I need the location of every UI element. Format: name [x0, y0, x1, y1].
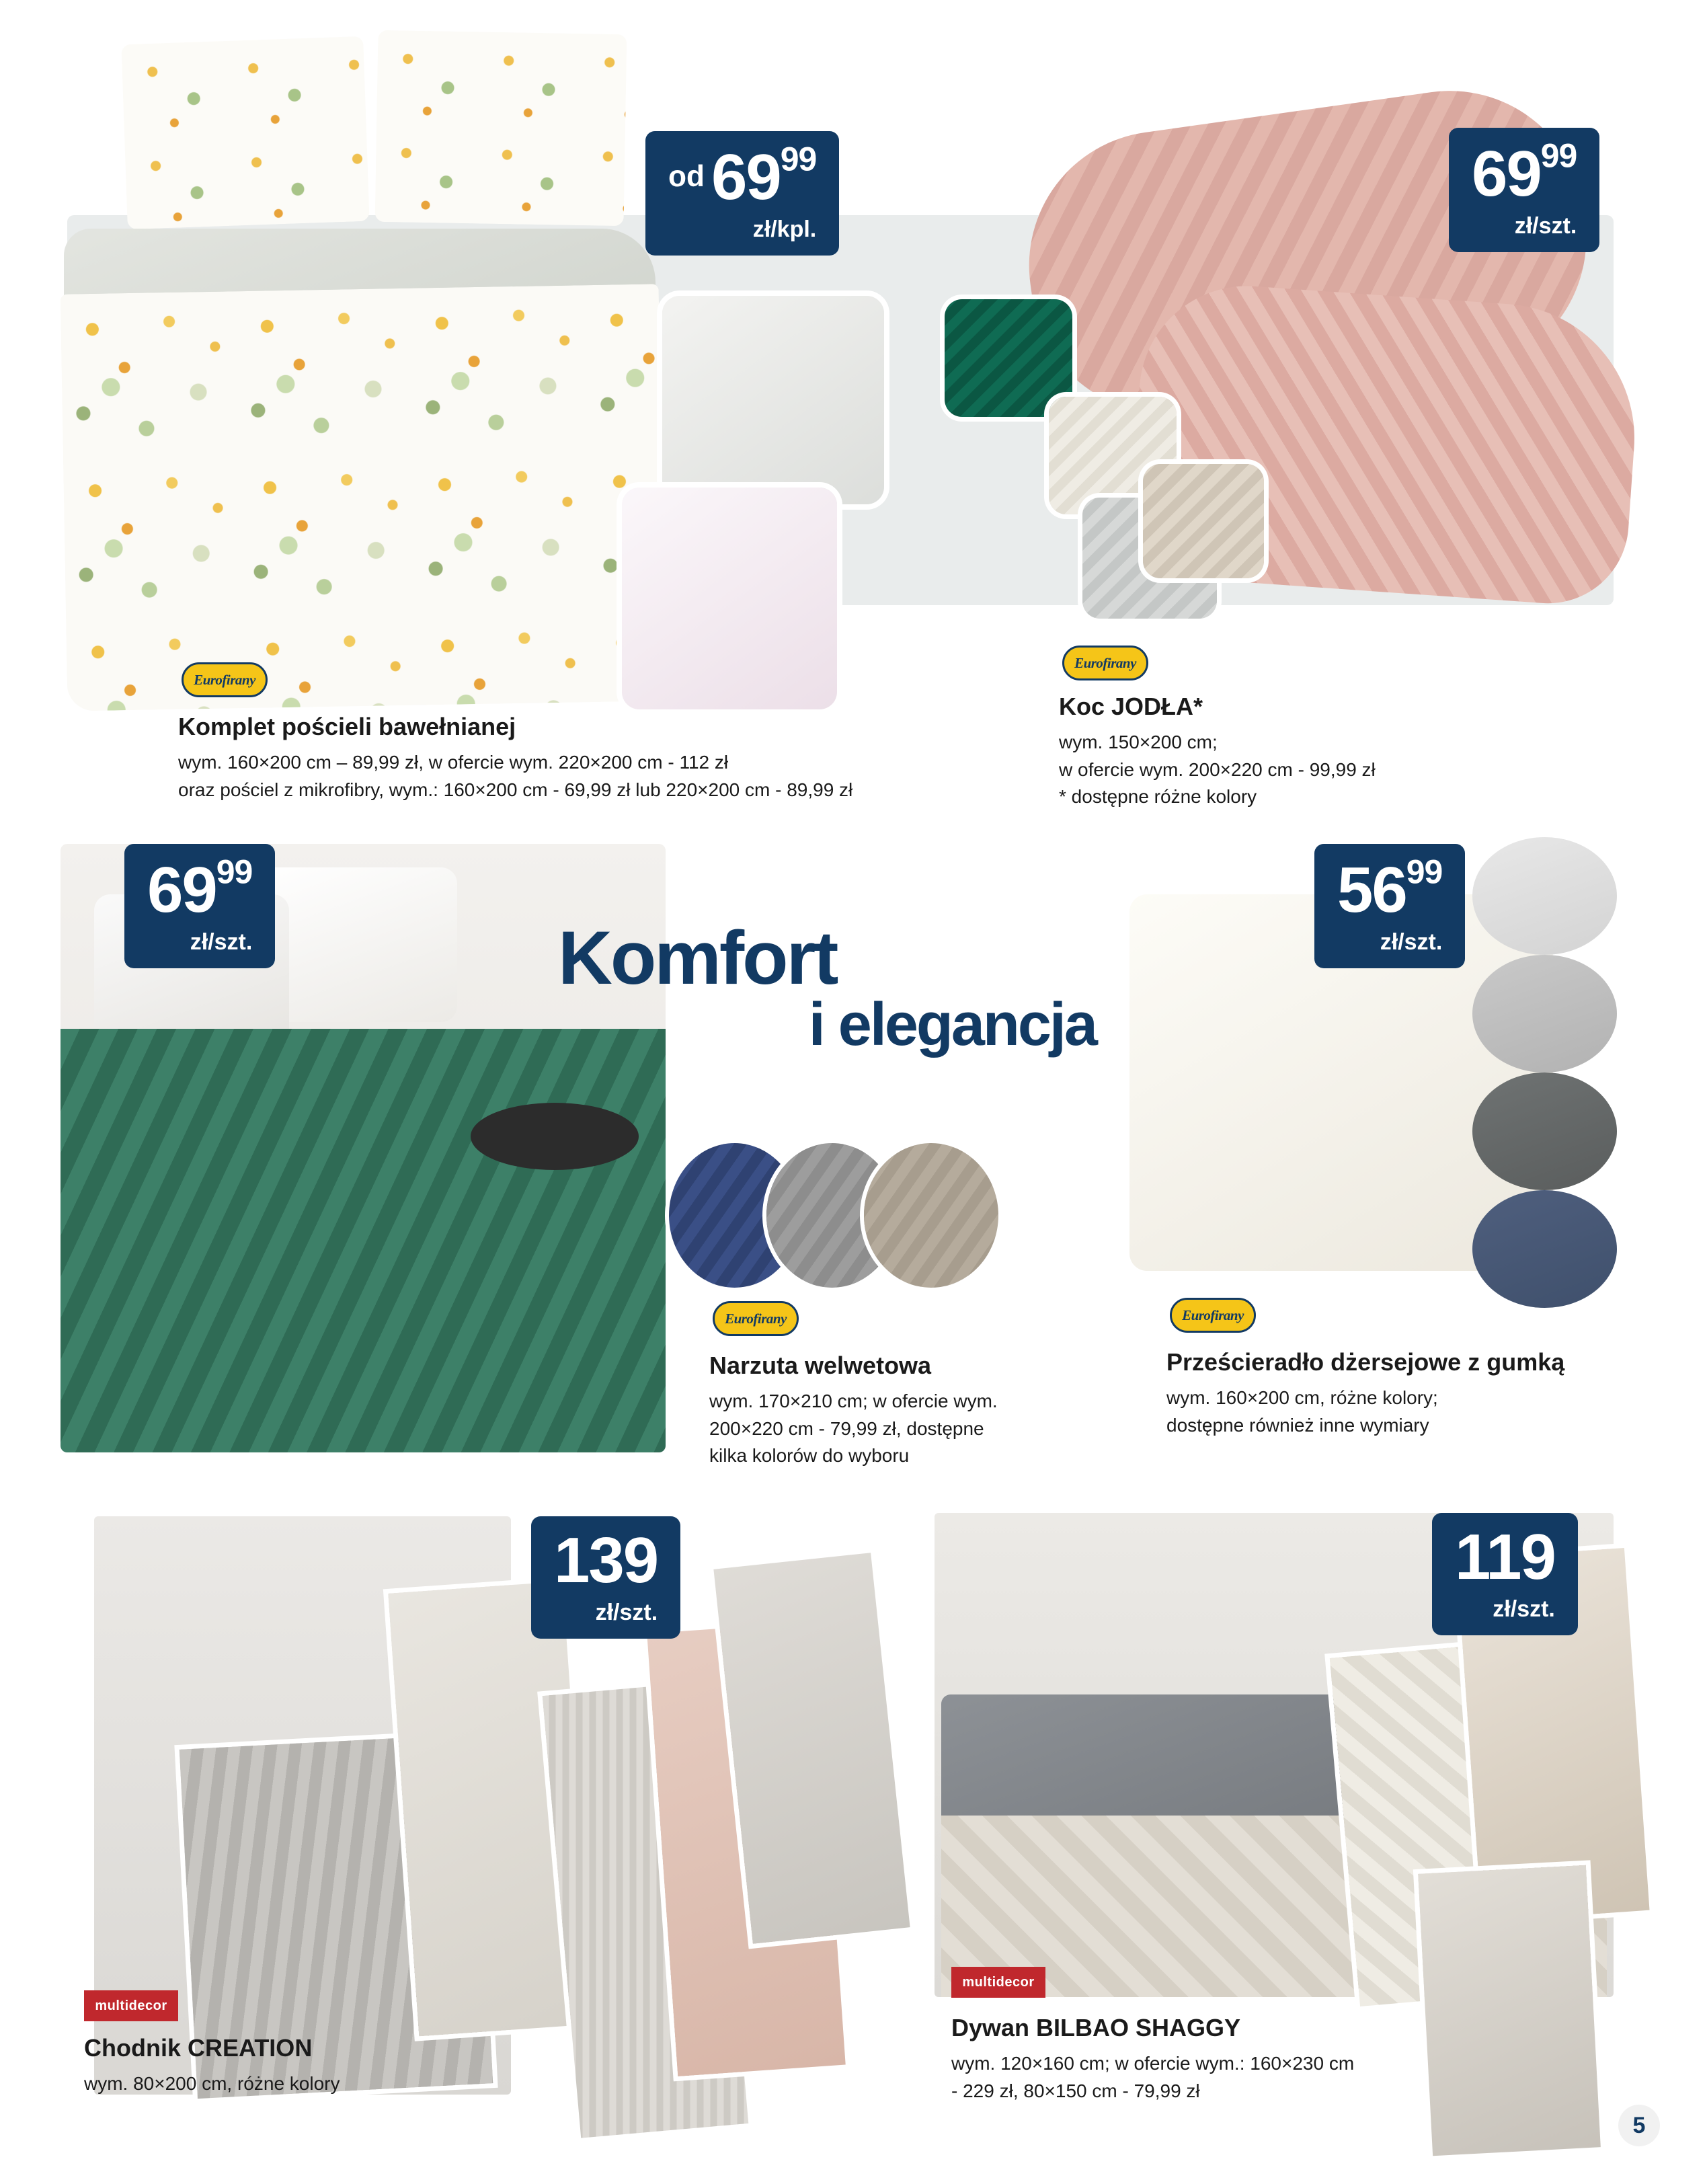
price-main: 139 — [554, 1524, 658, 1596]
photo-swatch-floral — [622, 488, 837, 709]
brand-label: multidecor — [95, 1998, 167, 2013]
product-title: Prześcieradło dżersejowe z gumką — [1166, 1348, 1565, 1376]
price-unit: zł/szt. — [190, 929, 253, 956]
product-desc-3: kilka kolorów do wyboru — [709, 1445, 910, 1467]
price-badge-przescieradlo — [1314, 844, 1465, 968]
brand-label: multidecor — [962, 1974, 1035, 1990]
price-badge-chodnik — [531, 1516, 680, 1639]
price-badge-dywan-bilbao — [1432, 1513, 1578, 1635]
photo-color-grey — [1472, 955, 1617, 1072]
product-desc-3: * dostępne różne kolory — [1059, 786, 1257, 808]
photo-color-navy — [1472, 1190, 1617, 1308]
price-main: 69 — [1472, 138, 1541, 210]
photo-pillow-right — [375, 30, 627, 226]
price-main: 69 — [711, 141, 781, 214]
price-cents: 99 — [1540, 137, 1577, 175]
product-title: Komplet pościeli bawełnianej — [178, 713, 516, 740]
brand-logo-multidecor-2 — [951, 1967, 1045, 1998]
product-desc-2: w ofercie wym. 200×220 cm - 99,99 zł — [1059, 758, 1376, 780]
page-headline — [558, 916, 1096, 1058]
photo-duvet-floral — [61, 284, 666, 711]
price-unit: zł/szt. — [1380, 929, 1443, 956]
price-unit: zł/szt. — [1514, 213, 1577, 239]
brand-logo-multidecor-1 — [84, 1990, 178, 2021]
product-przescieradlo-dzersejowe — [1166, 1348, 1677, 1439]
product-title: Dywan BILBAO SHAGGY — [951, 2014, 1241, 2041]
headline-line-1: Komfort — [558, 916, 837, 1000]
price-cents: 99 — [780, 141, 817, 178]
photo-swatch-taupe — [864, 1143, 998, 1288]
headline-line-2: i elegancja — [808, 990, 1096, 1058]
photo-swatch-beige — [1143, 464, 1264, 578]
photo-swatch-fern — [662, 296, 884, 504]
product-desc-1: wym. 150×200 cm; — [1059, 732, 1218, 752]
photo-pillow-left — [121, 36, 369, 229]
price-main: 56 — [1337, 854, 1406, 927]
product-dywan-bilbao-shaggy — [951, 2014, 1624, 2105]
photo-side-table — [471, 1103, 639, 1170]
brand-logo-eurofirany-3 — [713, 1301, 799, 1336]
product-desc-1: wym. 120×160 cm; w ofercie wym.: 160×230 cm — [951, 2053, 1355, 2074]
price-main: 119 — [1455, 1521, 1555, 1593]
price-badge-koc-jodla — [1449, 128, 1599, 252]
product-title: Narzuta welwetowa — [709, 1352, 932, 1379]
price-cents: 99 — [1406, 853, 1443, 891]
photo-swatch-green — [945, 299, 1072, 417]
photo-color-dark-grey — [1472, 1072, 1617, 1190]
product-narzuta-welwetowa — [709, 1352, 1126, 1470]
product-title: Koc JODŁA* — [1059, 693, 1203, 720]
price-cents: 99 — [216, 853, 253, 891]
price-unit: zł/kpl. — [752, 217, 817, 243]
product-desc-2: 200×220 cm - 79,99 zł, dostępne — [709, 1417, 984, 1439]
product-desc-2: oraz pościel z mikrofibry, wym.: 160×200 cm - 69,99 zł lub 220×200 cm - 89,99 zł — [178, 779, 853, 800]
product-desc-2: - 229 zł, 80×150 cm - 79,99 zł — [951, 2080, 1200, 2101]
brand-logo-eurofirany-4 — [1170, 1298, 1256, 1333]
price-unit: zł/szt. — [1493, 1596, 1555, 1622]
brand-label: Eurofirany — [1074, 654, 1136, 671]
product-desc-1: wym. 80×200 cm, różne kolory — [84, 2073, 340, 2094]
brand-label: Eurofirany — [194, 671, 255, 688]
brand-logo-eurofirany-2 — [1062, 646, 1148, 680]
price-prefix: od — [668, 159, 705, 193]
price-unit: zł/szt. — [595, 1600, 658, 1625]
brand-label: Eurofirany — [1182, 1306, 1244, 1323]
product-koc-jodla — [1059, 693, 1664, 811]
price-badge-komplet-posciel — [645, 131, 839, 256]
brand-logo-eurofirany-1 — [182, 662, 268, 697]
product-desc-1: wym. 160×200 cm, różne kolory; — [1166, 1387, 1438, 1408]
photo-color-light-grey — [1472, 837, 1617, 955]
product-desc-1: wym. 160×200 cm – 89,99 zł, w ofercie wym. 220×200 cm - 112 zł — [178, 752, 729, 773]
photo-bedspread-green — [61, 1029, 666, 1452]
price-main: 69 — [147, 854, 216, 927]
photo-rug-bilbao-sample-3 — [1418, 1865, 1601, 2156]
product-title: Chodnik CREATION — [84, 2034, 313, 2062]
product-desc-2: dostępne również inne wymiary — [1166, 1414, 1429, 1436]
price-badge-narzuta — [124, 844, 275, 968]
product-desc-1: wym. 170×210 cm; w ofercie wym. — [709, 1391, 998, 1411]
product-chodnik-creation — [84, 2034, 555, 2098]
page-number: 5 — [1618, 2105, 1660, 2146]
brand-label: Eurofirany — [725, 1310, 787, 1327]
product-komplet-posciel — [178, 713, 1019, 804]
